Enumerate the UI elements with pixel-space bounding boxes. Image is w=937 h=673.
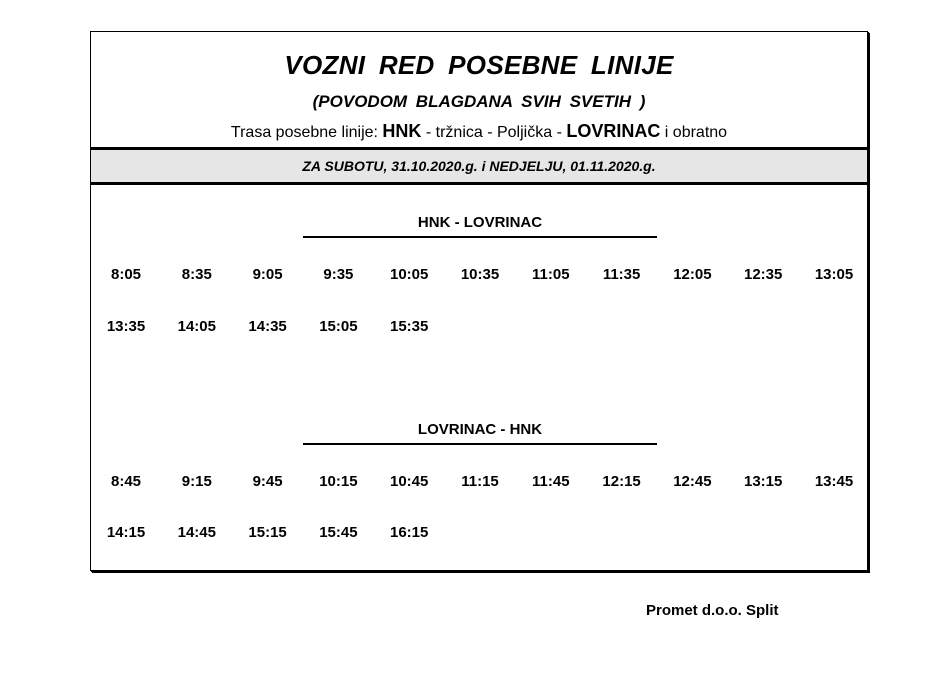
departure-time: 8:45 <box>110 473 142 490</box>
departure-time: 15:45 <box>319 524 358 541</box>
departure-time: 15:15 <box>248 524 287 541</box>
departure-time: 13:05 <box>814 266 854 283</box>
departure-time: 13:45 <box>814 473 854 490</box>
departure-time: 12:35 <box>744 266 783 283</box>
departure-time: 11:15 <box>461 473 499 490</box>
departure-time: 10:35 <box>460 266 500 283</box>
departure-time: 14:05 <box>177 318 216 335</box>
departure-time: 13:15 <box>744 473 783 490</box>
departure-time: 16:15 <box>390 524 429 541</box>
departure-time: 9:15 <box>181 473 212 490</box>
departure-time: 14:35 <box>248 318 287 335</box>
route-end: LOVRINAC <box>566 121 661 141</box>
departure-time: 10:15 <box>319 473 358 490</box>
departure-time: 12:15 <box>602 473 641 490</box>
departure-time: 9:05 <box>252 266 283 283</box>
departure-time: 15:05 <box>319 318 358 335</box>
departure-time: 8:35 <box>181 266 212 283</box>
direction-heading-2: LOVRINAC - HNK <box>303 421 657 445</box>
departure-time: 11:05 <box>532 266 570 283</box>
departure-time: 11:35 <box>602 266 641 283</box>
departure-time: 9:45 <box>252 473 283 490</box>
date-band: ZA SUBOTU, 31.10.2020.g. i NEDJELJU, 01.11.2020.g. <box>91 147 867 185</box>
departure-time: 14:45 <box>177 524 216 541</box>
timetable-title: VOZNI RED POSEBNE LINIJE <box>284 50 674 80</box>
route-prefix: Trasa posebne linije: <box>230 124 383 141</box>
route-description <box>91 121 867 142</box>
departure-time: 11:45 <box>532 473 570 490</box>
route-start: HNK <box>382 121 422 141</box>
departure-time: 8:05 <box>110 266 142 283</box>
timetable-subtitle: (POVODOM BLAGDANA SVIH SVETIH ) <box>312 92 646 111</box>
departure-time: 14:15 <box>106 524 146 541</box>
company-name: Promet d.o.o. Split <box>646 602 779 619</box>
route-suffix: i obratno <box>660 124 728 141</box>
timetable-frame <box>90 31 868 571</box>
departure-time: 12:05 <box>673 266 712 283</box>
departure-time: 10:45 <box>390 473 429 490</box>
departure-time: 12:45 <box>673 473 712 490</box>
route-middle: - tržnica - Poljička - <box>421 124 567 141</box>
departure-time: 9:35 <box>323 266 354 283</box>
direction-heading-1: HNK - LOVRINAC <box>303 214 657 238</box>
departure-time: 10:05 <box>390 266 429 283</box>
departure-time: 13:35 <box>106 318 146 335</box>
departure-time: 15:35 <box>390 318 429 335</box>
